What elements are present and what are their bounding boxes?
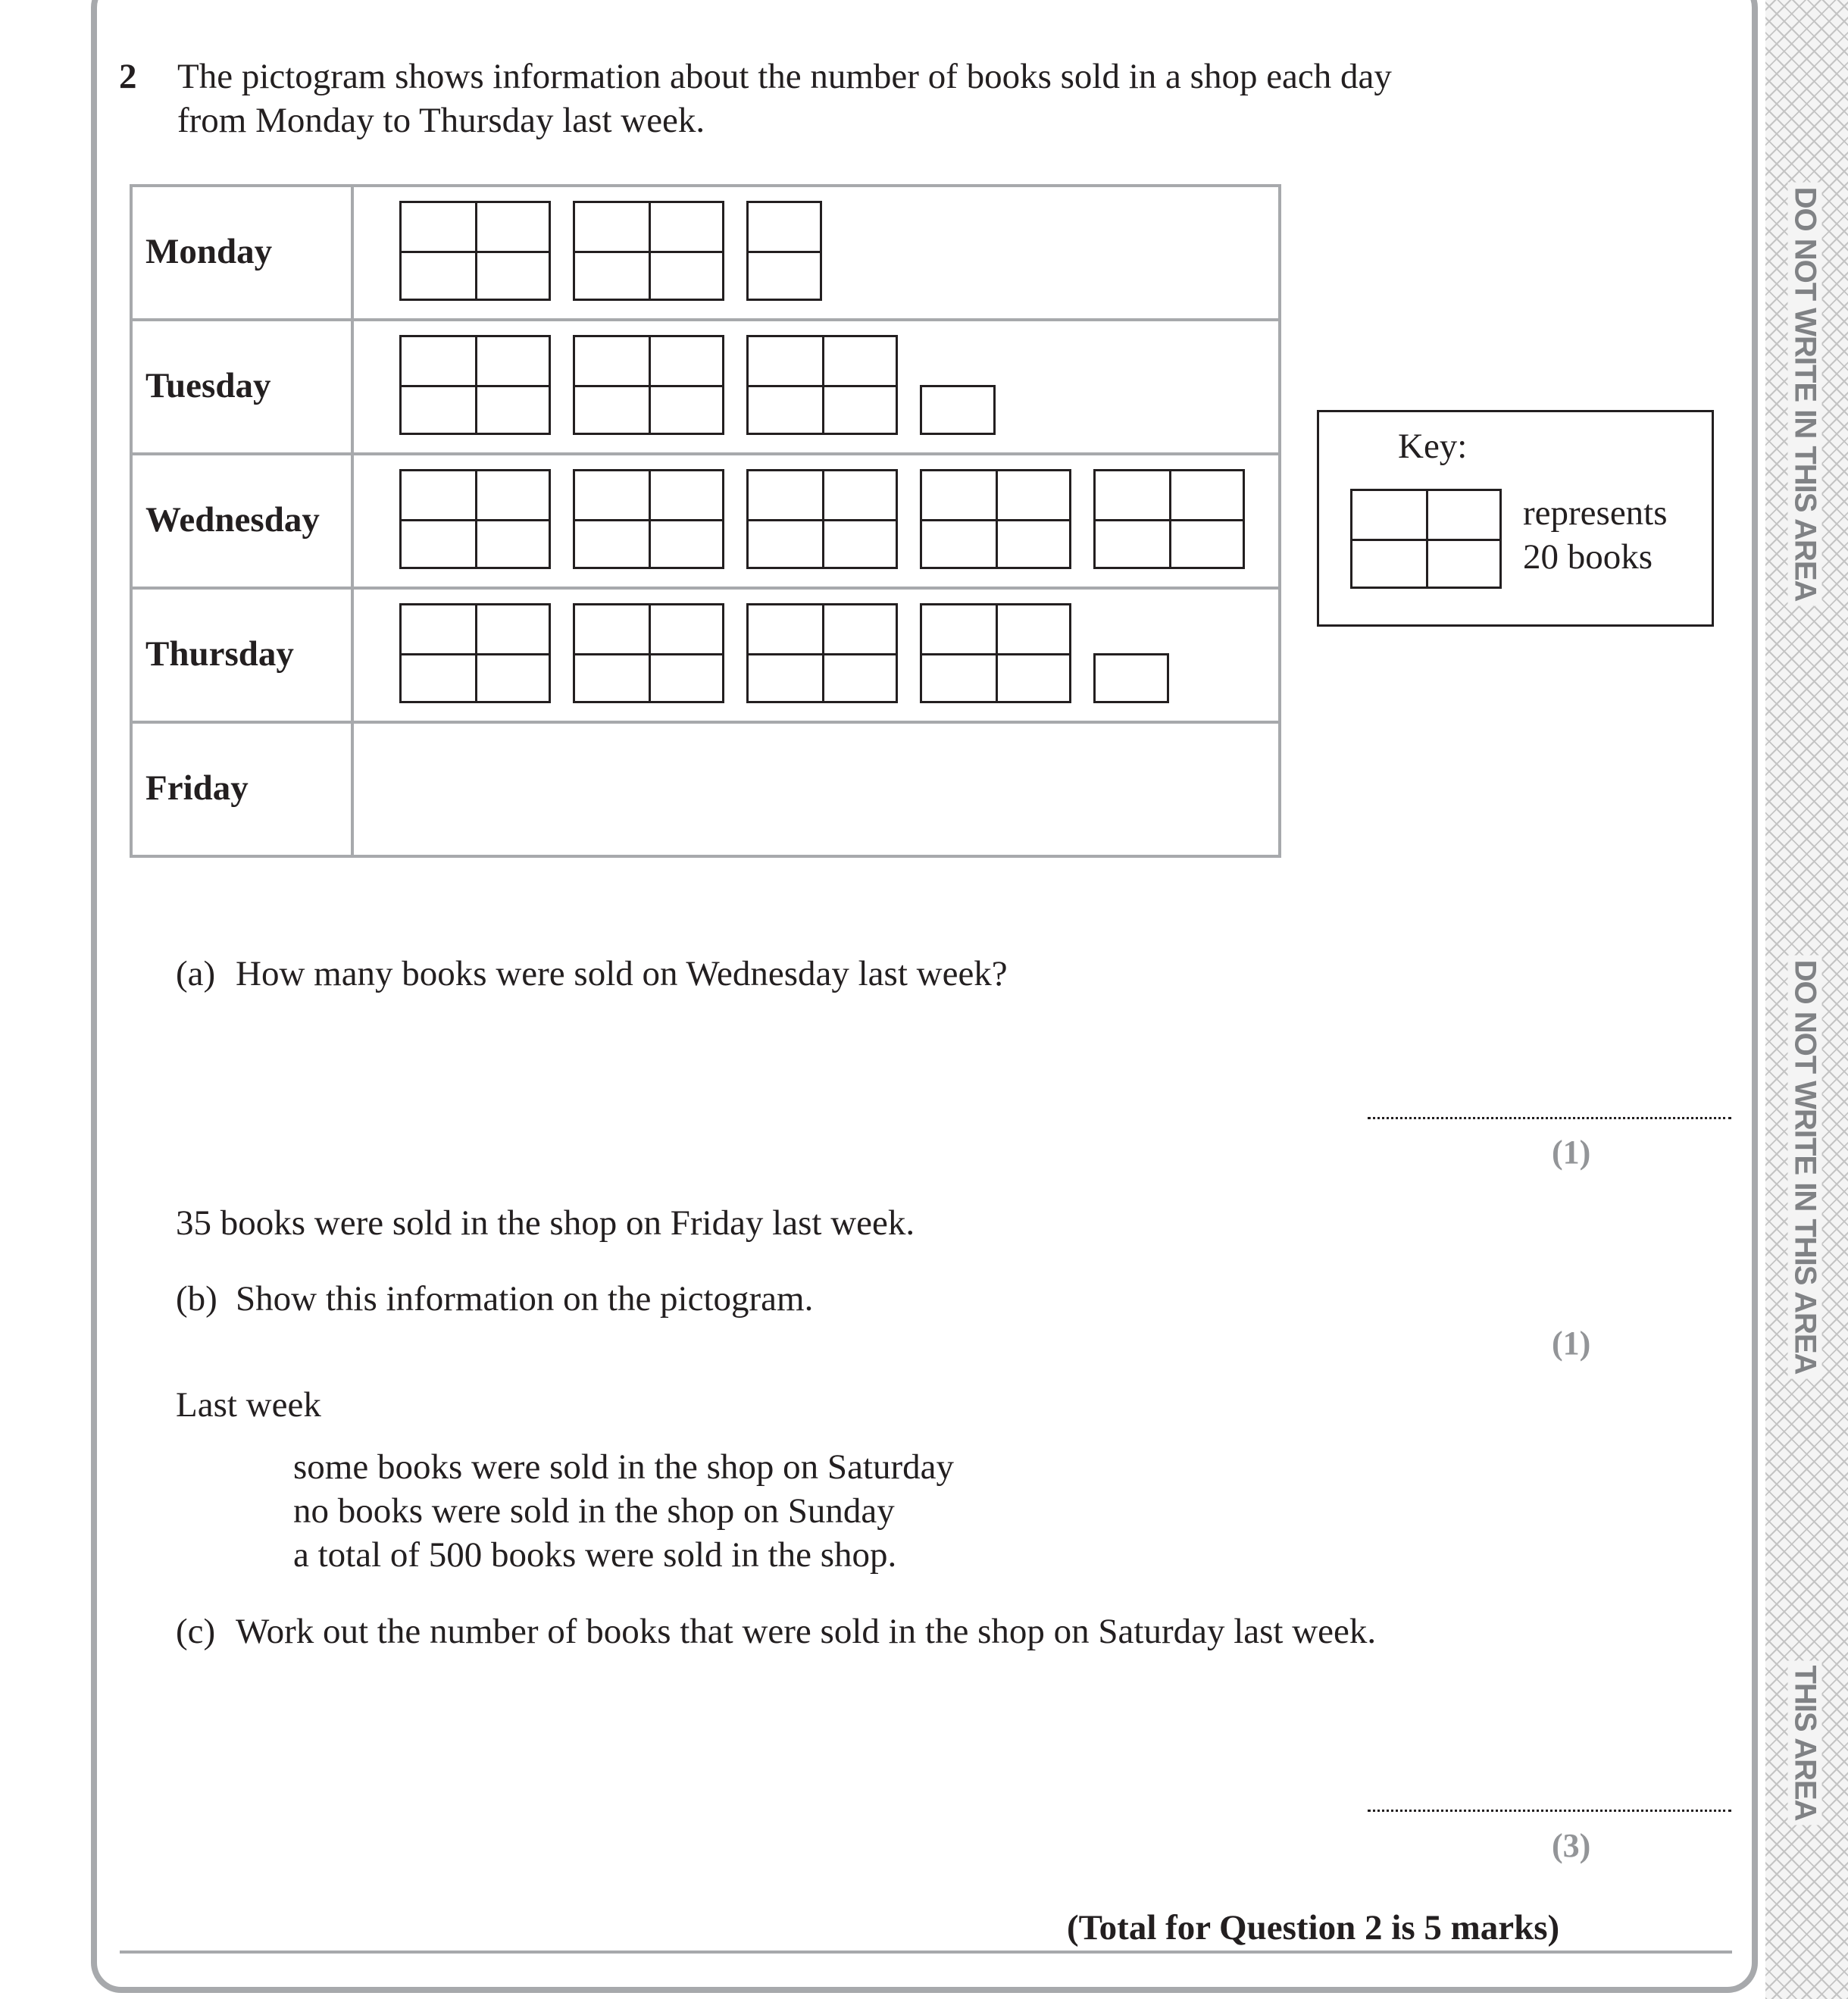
pictogram-symbol-full xyxy=(746,603,898,703)
question-total: (Total for Question 2 is 5 marks) xyxy=(1067,1908,1560,1947)
pictogram-symbol-full xyxy=(399,335,551,435)
last-week-line: a total of 500 books were sold in the shop. xyxy=(293,1535,897,1575)
day-label-friday: Friday xyxy=(145,768,249,808)
part-c-marks: (3) xyxy=(1552,1827,1591,1864)
pictogram-border-top xyxy=(130,184,1281,187)
pictogram-symbol-quarter xyxy=(1093,653,1169,703)
part-c-answer-line[interactable] xyxy=(1368,1810,1731,1812)
pictogram-symbol-full xyxy=(573,335,724,435)
pictogram-symbol-full xyxy=(573,201,724,301)
part-c-label: (c) xyxy=(176,1612,216,1651)
margin-warning-bottom: THIS AREA xyxy=(1788,1660,1822,1825)
pictogram-symbol-full xyxy=(920,603,1071,703)
pictogram-border-bottom xyxy=(130,855,1281,858)
key-label: Key: xyxy=(1398,427,1468,466)
part-a-answer-line[interactable] xyxy=(1368,1117,1731,1119)
pictogram-symbol-full xyxy=(399,603,551,703)
day-label-wednesday: Wednesday xyxy=(145,500,320,540)
day-label-tuesday: Tuesday xyxy=(145,366,271,405)
part-b-marks: (1) xyxy=(1552,1325,1591,1362)
page-frame xyxy=(91,0,1758,1993)
pictogram-symbol-full xyxy=(746,335,898,435)
last-week-heading: Last week xyxy=(176,1385,321,1425)
question-number: 2 xyxy=(119,57,137,96)
key-text-line1: represents xyxy=(1523,493,1668,533)
pictogram-divider xyxy=(130,318,1281,321)
margin-warning-top: DO NOT WRITE IN THIS AREA xyxy=(1788,183,1822,606)
pictogram-symbol-full xyxy=(573,603,724,703)
pictogram-border-right xyxy=(1278,184,1281,858)
question-intro-line1: The pictogram shows information about the number of books sold in a shop each day xyxy=(177,57,1392,96)
friday-info: 35 books were sold in the shop on Friday last week. xyxy=(176,1203,915,1243)
part-b-question: Show this information on the pictogram. xyxy=(236,1279,814,1319)
pictogram-symbol-full xyxy=(399,201,551,301)
pictogram-divider xyxy=(130,452,1281,455)
last-week-line: some books were sold in the shop on Saturday xyxy=(293,1447,955,1487)
pictogram-symbol-full xyxy=(746,469,898,569)
pictogram-column-divider xyxy=(351,184,354,858)
pictogram-symbol-full xyxy=(920,469,1071,569)
pictogram-divider xyxy=(130,587,1281,590)
total-rule xyxy=(120,1951,1732,1954)
day-label-thursday: Thursday xyxy=(145,634,294,674)
part-c-question: Work out the number of books that were sold in the shop on Saturday last week. xyxy=(236,1612,1377,1651)
pictogram-symbol-quarter xyxy=(920,385,996,435)
pictogram-border-left xyxy=(130,184,133,858)
last-week-line: no books were sold in the shop on Sunday xyxy=(293,1491,895,1531)
day-label-monday: Monday xyxy=(145,232,273,271)
key-text-line2: 20 books xyxy=(1523,537,1653,577)
margin-warning-middle: DO NOT WRITE IN THIS AREA xyxy=(1788,956,1822,1379)
part-a-label: (a) xyxy=(176,954,216,993)
pictogram-symbol-full xyxy=(573,469,724,569)
question-intro-line2: from Monday to Thursday last week. xyxy=(177,101,705,140)
pictogram-symbol-full xyxy=(1093,469,1245,569)
pictogram-symbol-full xyxy=(399,469,551,569)
pictogram-symbol-half xyxy=(746,201,822,301)
key-symbol xyxy=(1350,489,1502,589)
part-a-question: How many books were sold on Wednesday last week? xyxy=(236,954,1008,993)
part-b-label: (b) xyxy=(176,1279,217,1319)
part-a-marks: (1) xyxy=(1552,1134,1591,1171)
pictogram-divider xyxy=(130,721,1281,724)
